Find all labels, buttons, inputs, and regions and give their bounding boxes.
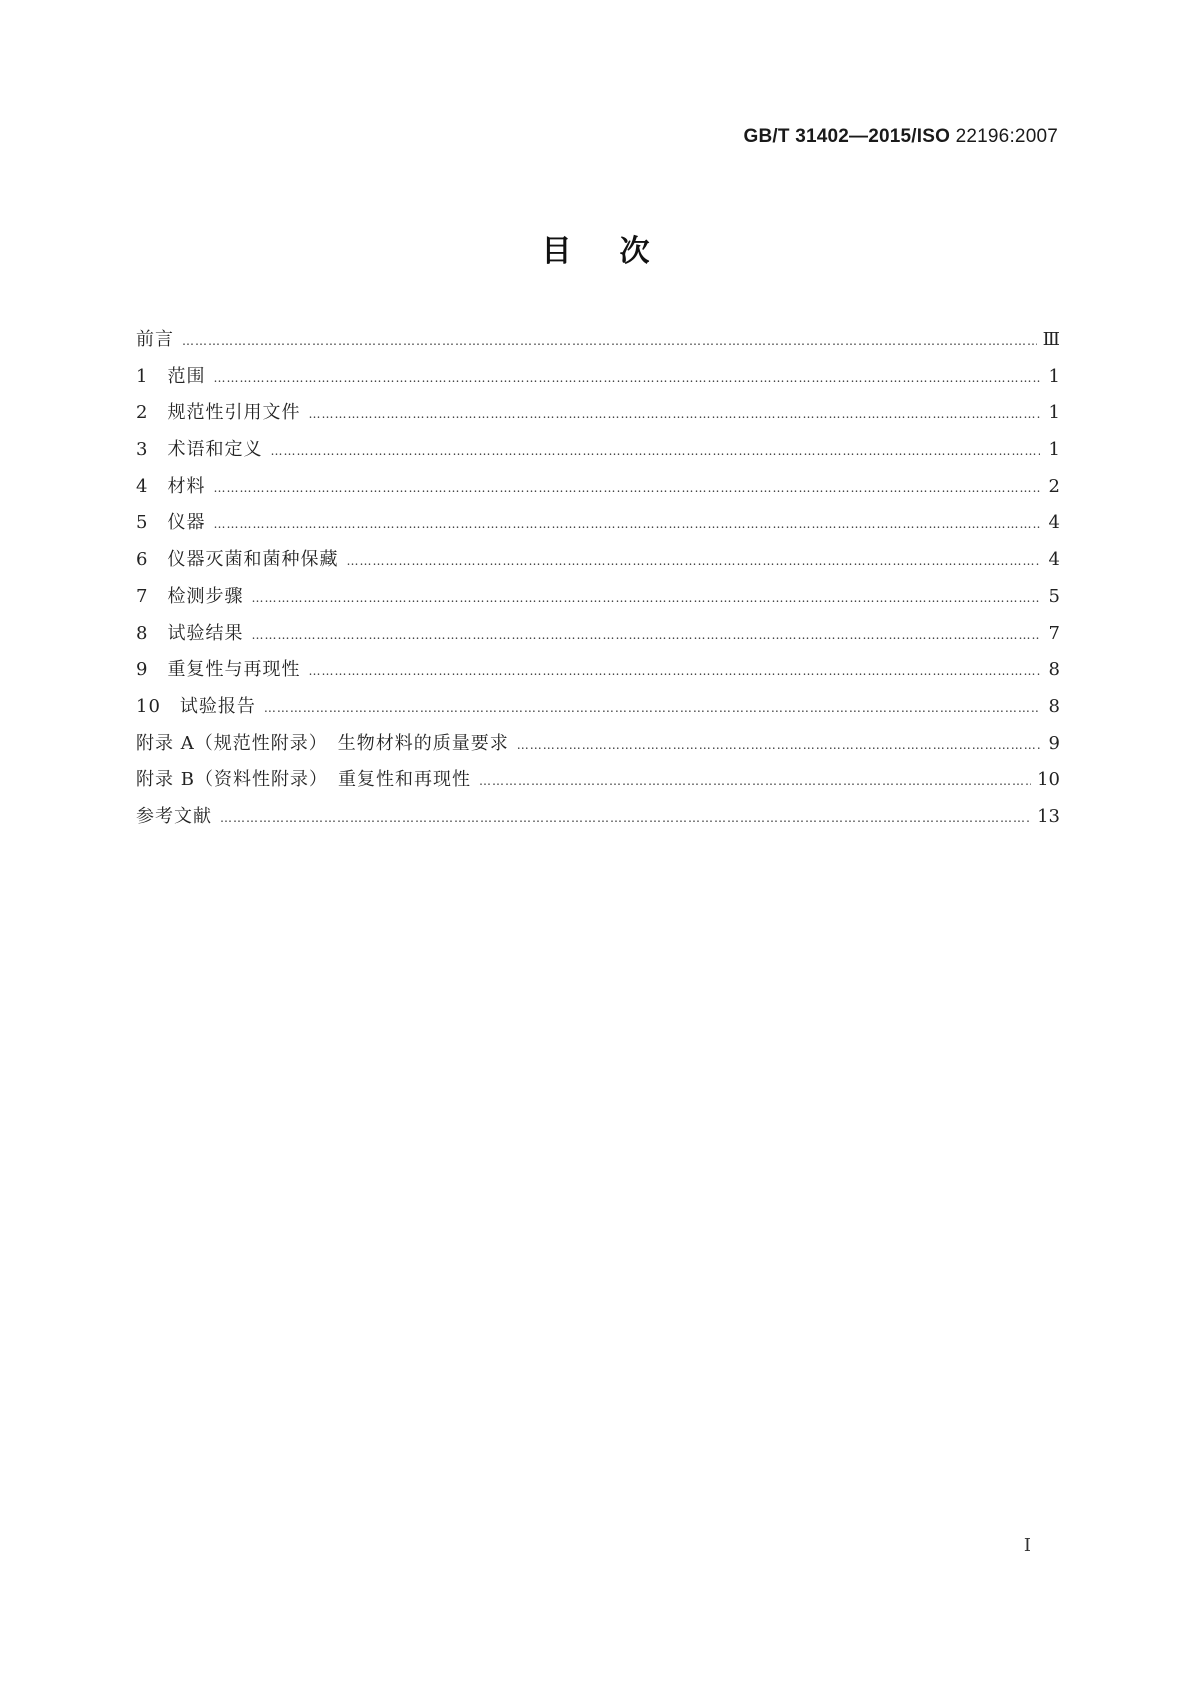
toc-entry-label: 2 规范性引用文件 — [136, 402, 301, 424]
toc-entry-annex-b[interactable] — [136, 765, 1060, 802]
toc-leader-dots — [308, 407, 1040, 421]
toc-leader-dots — [517, 738, 1040, 752]
toc-entry-label: 1 范围 — [136, 365, 206, 387]
toc-entry-page: 2 — [1048, 475, 1060, 497]
toc-entry-terms-definitions[interactable] — [136, 435, 1060, 472]
toc-entry-label: 附录 A（规范性附录） 生物材料的质量要求 — [136, 732, 509, 754]
toc-entry-annex-a[interactable] — [136, 729, 1060, 766]
toc-leader-dots — [251, 628, 1040, 642]
page-number: I — [1023, 1535, 1031, 1556]
toc-entry-page: 10 — [1037, 769, 1060, 791]
toc-entry-label: 附录 B（资料性附录） 重复性和再现性 — [136, 769, 471, 791]
toc-entry-page: 8 — [1048, 695, 1060, 717]
toc-entry-label: 9 重复性与再现性 — [136, 659, 301, 681]
toc-leader-dots — [270, 444, 1040, 458]
toc-entry-bibliography[interactable] — [136, 802, 1060, 839]
std-number: 31402—2015/ — [795, 126, 917, 147]
toc-leader-dots — [213, 481, 1040, 495]
toc-entry-page: 5 — [1048, 585, 1060, 607]
toc-entry-label: 4 材料 — [136, 475, 206, 497]
page-title: 目次 — [541, 234, 698, 269]
toc-leader-dots — [308, 664, 1040, 678]
toc-entry-label: 7 检测步骤 — [136, 585, 244, 607]
iso-prefix: ISO — [916, 126, 951, 147]
toc-entry-page: 7 — [1048, 622, 1060, 644]
toc-entry-foreword[interactable] — [136, 325, 1060, 362]
iso-number: 22196:2007 — [955, 126, 1058, 147]
toc-leader-dots — [213, 517, 1040, 531]
std-prefix: GB/T — [743, 126, 790, 147]
toc-entry-page: 1 — [1048, 402, 1060, 424]
toc-entry-label: 参考文献 — [136, 805, 212, 827]
toc-entry-sterilization[interactable] — [136, 545, 1060, 582]
toc-entry-label: 6 仪器灭菌和菌种保藏 — [136, 549, 339, 571]
toc-leader-dots — [220, 811, 1031, 825]
toc-entry-materials[interactable] — [136, 472, 1060, 509]
standard-code — [744, 126, 1058, 148]
toc-entry-label: 3 术语和定义 — [136, 439, 263, 461]
toc-entry-label: 8 试验结果 — [136, 622, 244, 644]
toc-leader-dots — [213, 371, 1040, 385]
toc-entry-label: 前言 — [136, 329, 174, 350]
toc-entry-label: 10 试验报告 — [136, 695, 256, 717]
toc-entry-page: 1 — [1048, 439, 1060, 461]
toc-entry-repeatability[interactable] — [136, 655, 1060, 692]
toc-entry-page: 4 — [1048, 549, 1060, 571]
toc-entry-normative-references[interactable] — [136, 398, 1060, 435]
toc-leader-dots — [182, 334, 1037, 348]
toc-leader-dots — [251, 591, 1040, 605]
toc-entry-page: 4 — [1048, 512, 1060, 534]
toc-entry-scope[interactable] — [136, 362, 1060, 399]
toc-leader-dots — [346, 554, 1040, 568]
toc-entry-test-report[interactable] — [136, 692, 1060, 729]
toc-entry-page: 8 — [1048, 659, 1060, 681]
toc-entry-apparatus[interactable] — [136, 508, 1060, 545]
toc-entry-page: 1 — [1048, 365, 1060, 387]
toc-entry-results[interactable] — [136, 619, 1060, 656]
toc-entry-page: Ⅲ — [1042, 329, 1060, 350]
toc-entry-page: 13 — [1037, 805, 1060, 827]
table-of-contents — [136, 325, 1060, 839]
toc-entry-label: 5 仪器 — [136, 512, 206, 534]
toc-entry-procedure[interactable] — [136, 582, 1060, 619]
toc-leader-dots — [479, 774, 1031, 788]
toc-entry-page: 9 — [1048, 732, 1060, 754]
toc-leader-dots — [264, 701, 1040, 715]
